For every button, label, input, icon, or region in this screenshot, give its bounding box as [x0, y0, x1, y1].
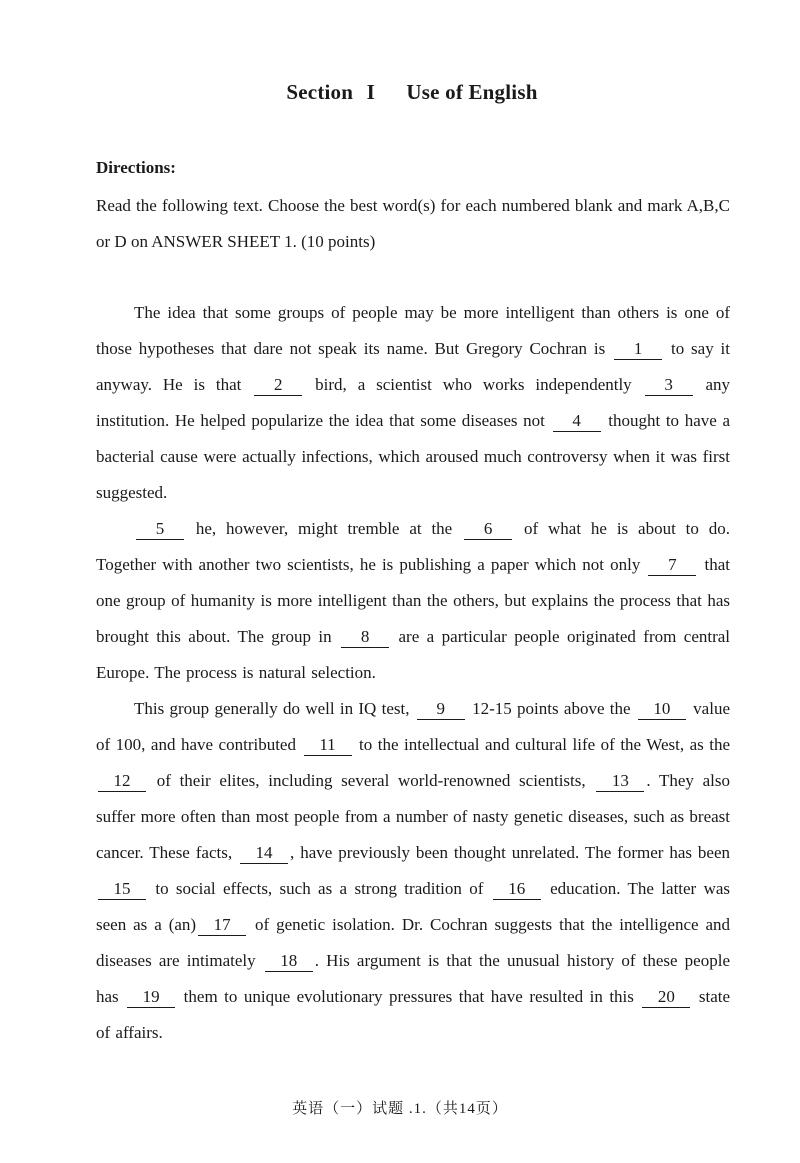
passage-text: he, however, might tremble at the — [195, 519, 453, 538]
blank-10[interactable]: 10 — [638, 699, 686, 720]
page-footer: 英语（一）试题 .1.（共14页） — [292, 1101, 508, 1117]
passage-text: to say it anyway. He is that — [96, 339, 731, 394]
section-label: Section — [286, 80, 354, 104]
blank-19[interactable]: 19 — [127, 987, 175, 1008]
section-title — [0, 80, 800, 105]
blank-17[interactable]: 17 — [198, 915, 246, 936]
passage-text: of genetic isolation. Dr. Cochran suggests that the intelligence and diseases are intimately — [96, 915, 731, 970]
blank-4[interactable]: 4 — [553, 411, 601, 432]
passage-text: The idea that some groups of people may be more intelligent than others is one of those hypotheses that dare not speak its name. But Gregory Cochran is — [96, 303, 730, 358]
section-number: I — [366, 80, 375, 104]
blank-12[interactable]: 12 — [98, 771, 146, 792]
passage-text: state of affairs. — [96, 987, 731, 1042]
blank-11[interactable]: 11 — [304, 735, 352, 756]
passage-text: of their elites, including several world-renowned scientists, — [156, 771, 586, 790]
blank-8[interactable]: 8 — [341, 627, 389, 648]
paragraph-2 — [96, 511, 730, 691]
blank-9[interactable]: 9 — [417, 699, 465, 720]
passage-text: bird, a scientist who works independently — [315, 375, 632, 394]
blank-16[interactable]: 16 — [493, 879, 541, 900]
paragraph-1 — [96, 295, 730, 511]
blank-6[interactable]: 6 — [464, 519, 512, 540]
passage-text: thought to have a bacterial cause were actually infections, which aroused much controversy when it was first suggested. — [96, 411, 731, 502]
passage-text: 12-15 points above the — [472, 699, 631, 718]
passage-text: . They also suffer more often than most people from a number of nasty genetic diseases, such as breast cancer. These facts, — [96, 771, 731, 862]
blank-20[interactable]: 20 — [642, 987, 690, 1008]
blank-7[interactable]: 7 — [648, 555, 696, 576]
paragraph-3 — [96, 691, 730, 1051]
passage-text: , have previously been thought unrelated. The former has been — [290, 843, 731, 862]
passage-text: any institution. He helped popularize the idea that some diseases not — [96, 375, 731, 430]
passage-text: education. The latter was seen as a (an) — [96, 879, 731, 934]
directions-heading: Directions: — [96, 158, 176, 177]
passage-text: them to unique evolutionary pressures that have resulted in this — [183, 987, 634, 1006]
passage-text: . His argument is that the unusual history of these people has — [96, 951, 730, 1006]
passage-text: to the intellectual and cultural life of the West, as the — [359, 735, 731, 754]
passage-text: that one group of humanity is more intelligent than the others, but explains the process that has brought this about. The group in — [96, 555, 730, 646]
blank-2[interactable]: 2 — [254, 375, 302, 396]
section-name: Use of English — [406, 80, 538, 104]
passage-text: are a particular people originated from central Europe. The process is natural selection. — [96, 627, 731, 682]
passage-text: to social effects, such as a strong tradition of — [155, 879, 484, 898]
blank-1[interactable]: 1 — [614, 339, 662, 360]
directions-text: Read the following text. Choose the best word(s) for each numbered blank and mark A,B,C or D on ANSWER SHEET 1. (10 points) — [96, 196, 730, 251]
blank-14[interactable]: 14 — [240, 843, 288, 864]
passage-text: This group generally do well in IQ test, — [134, 699, 410, 718]
blank-18[interactable]: 18 — [265, 951, 313, 972]
passage-text: of what he is about to do. Together with another two scientists, he is publishing a paper which not only — [96, 519, 731, 574]
blank-15[interactable]: 15 — [98, 879, 146, 900]
reading-passage — [96, 295, 730, 1051]
blank-5[interactable]: 5 — [136, 519, 184, 540]
blank-13[interactable]: 13 — [596, 771, 644, 792]
passage-text: value of 100, and have contributed — [96, 699, 730, 754]
blank-3[interactable]: 3 — [645, 375, 693, 396]
